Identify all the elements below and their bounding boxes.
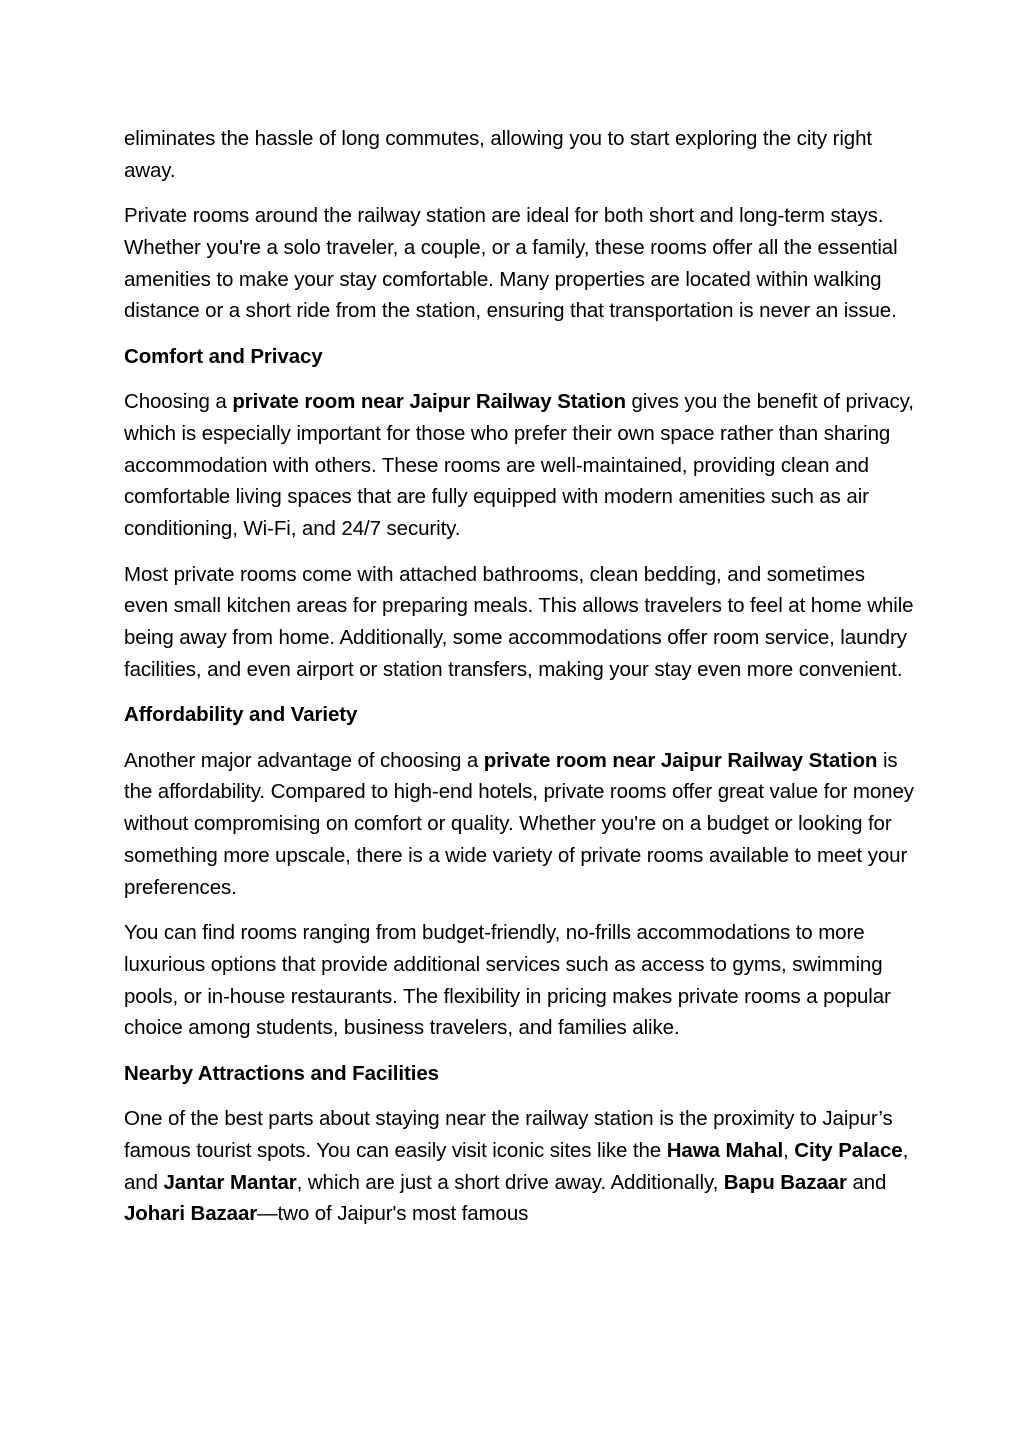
text-span: , and [124, 1138, 909, 1194]
document-page [124, 123, 914, 1244]
heading-comfort-privacy: Comfort and Privacy [124, 344, 323, 368]
paragraph-private-rooms: Private rooms around the railway station are ideal for both short and long-term stays. Whether you're a solo traveler, a couple, or a family, these rooms offer all the essential amenities to make your stay comfortable. Many properties are located within walking distance or a short ride from the station, ensuring that transportation is never an issue. [124, 204, 898, 323]
heading-affordability-variety: Affordability and Variety [124, 703, 358, 727]
paragraph-commute: eliminates the hassle of long commutes, allowing you to start exploring the city right away. [124, 127, 872, 182]
paragraph-room-range: You can find rooms ranging from budget-friendly, no-frills accommodations to more luxurious options that provide additional services such as access to gyms, swimming pools, or in-house restaurants. The flexibility in pricing makes private rooms a popular choice among students, business travelers, and families alike. [124, 921, 891, 1040]
place-city-palace: City Palace [794, 1138, 903, 1162]
bold-phrase: private room near Jaipur Railway Station [232, 390, 626, 414]
text-span: , which are just a short drive away. Additionally, [296, 1170, 724, 1194]
text-span: is the affordability. Compared to high-end hotels, private rooms offer great value for money without compromising on comfort or quality. Whether you're on a budget or looking for something more upscale, there is a wide variety of private rooms available to meet your preferences. [124, 748, 914, 899]
paragraph-choosing [124, 386, 914, 545]
text-span: One of the best parts about staying near the railway station is the proximity to Jaipur’s famous tourist spots. You can easily visit iconic sites like the [124, 1107, 893, 1162]
text-span: Choosing a [124, 390, 233, 414]
place-hawa-mahal: Hawa Mahal [666, 1138, 784, 1162]
heading-nearby-attractions: Nearby Attractions and Facilities [124, 1061, 439, 1085]
bold-phrase: private room near Jaipur Railway Station [483, 748, 878, 772]
paragraph-affordability [124, 745, 914, 904]
text-span: gives you the benefit of privacy, which is especially important for those who prefer their own space rather than sharing accommodation with others. These rooms are well-maintained, providing clean and comfortable living spaces that are fully equipped with modern amenities such as air conditioning, Wi-Fi, and 24/7 security. [124, 390, 914, 541]
paragraph-attractions [124, 1103, 914, 1230]
place-johari-bazaar: Johari Bazaar [124, 1202, 258, 1226]
paragraph-amenities: Most private rooms come with attached bathrooms, clean bedding, and sometimes even small kitchen areas for preparing meals. This allows travelers to feel at home while being away from home. Additionally, some accommodations offer room service, laundry facilities, and even airport or station transfers, making your stay even more convenient. [124, 562, 914, 681]
place-jantar-mantar: Jantar Mantar [163, 1170, 297, 1194]
place-bapu-bazaar: Bapu Bazaar [723, 1170, 847, 1194]
text-span: and [846, 1170, 887, 1194]
text-span: , [783, 1138, 795, 1162]
text-span: —two of Jaipur's most famous [257, 1202, 529, 1226]
text-span: Another major advantage of choosing a [124, 748, 484, 772]
